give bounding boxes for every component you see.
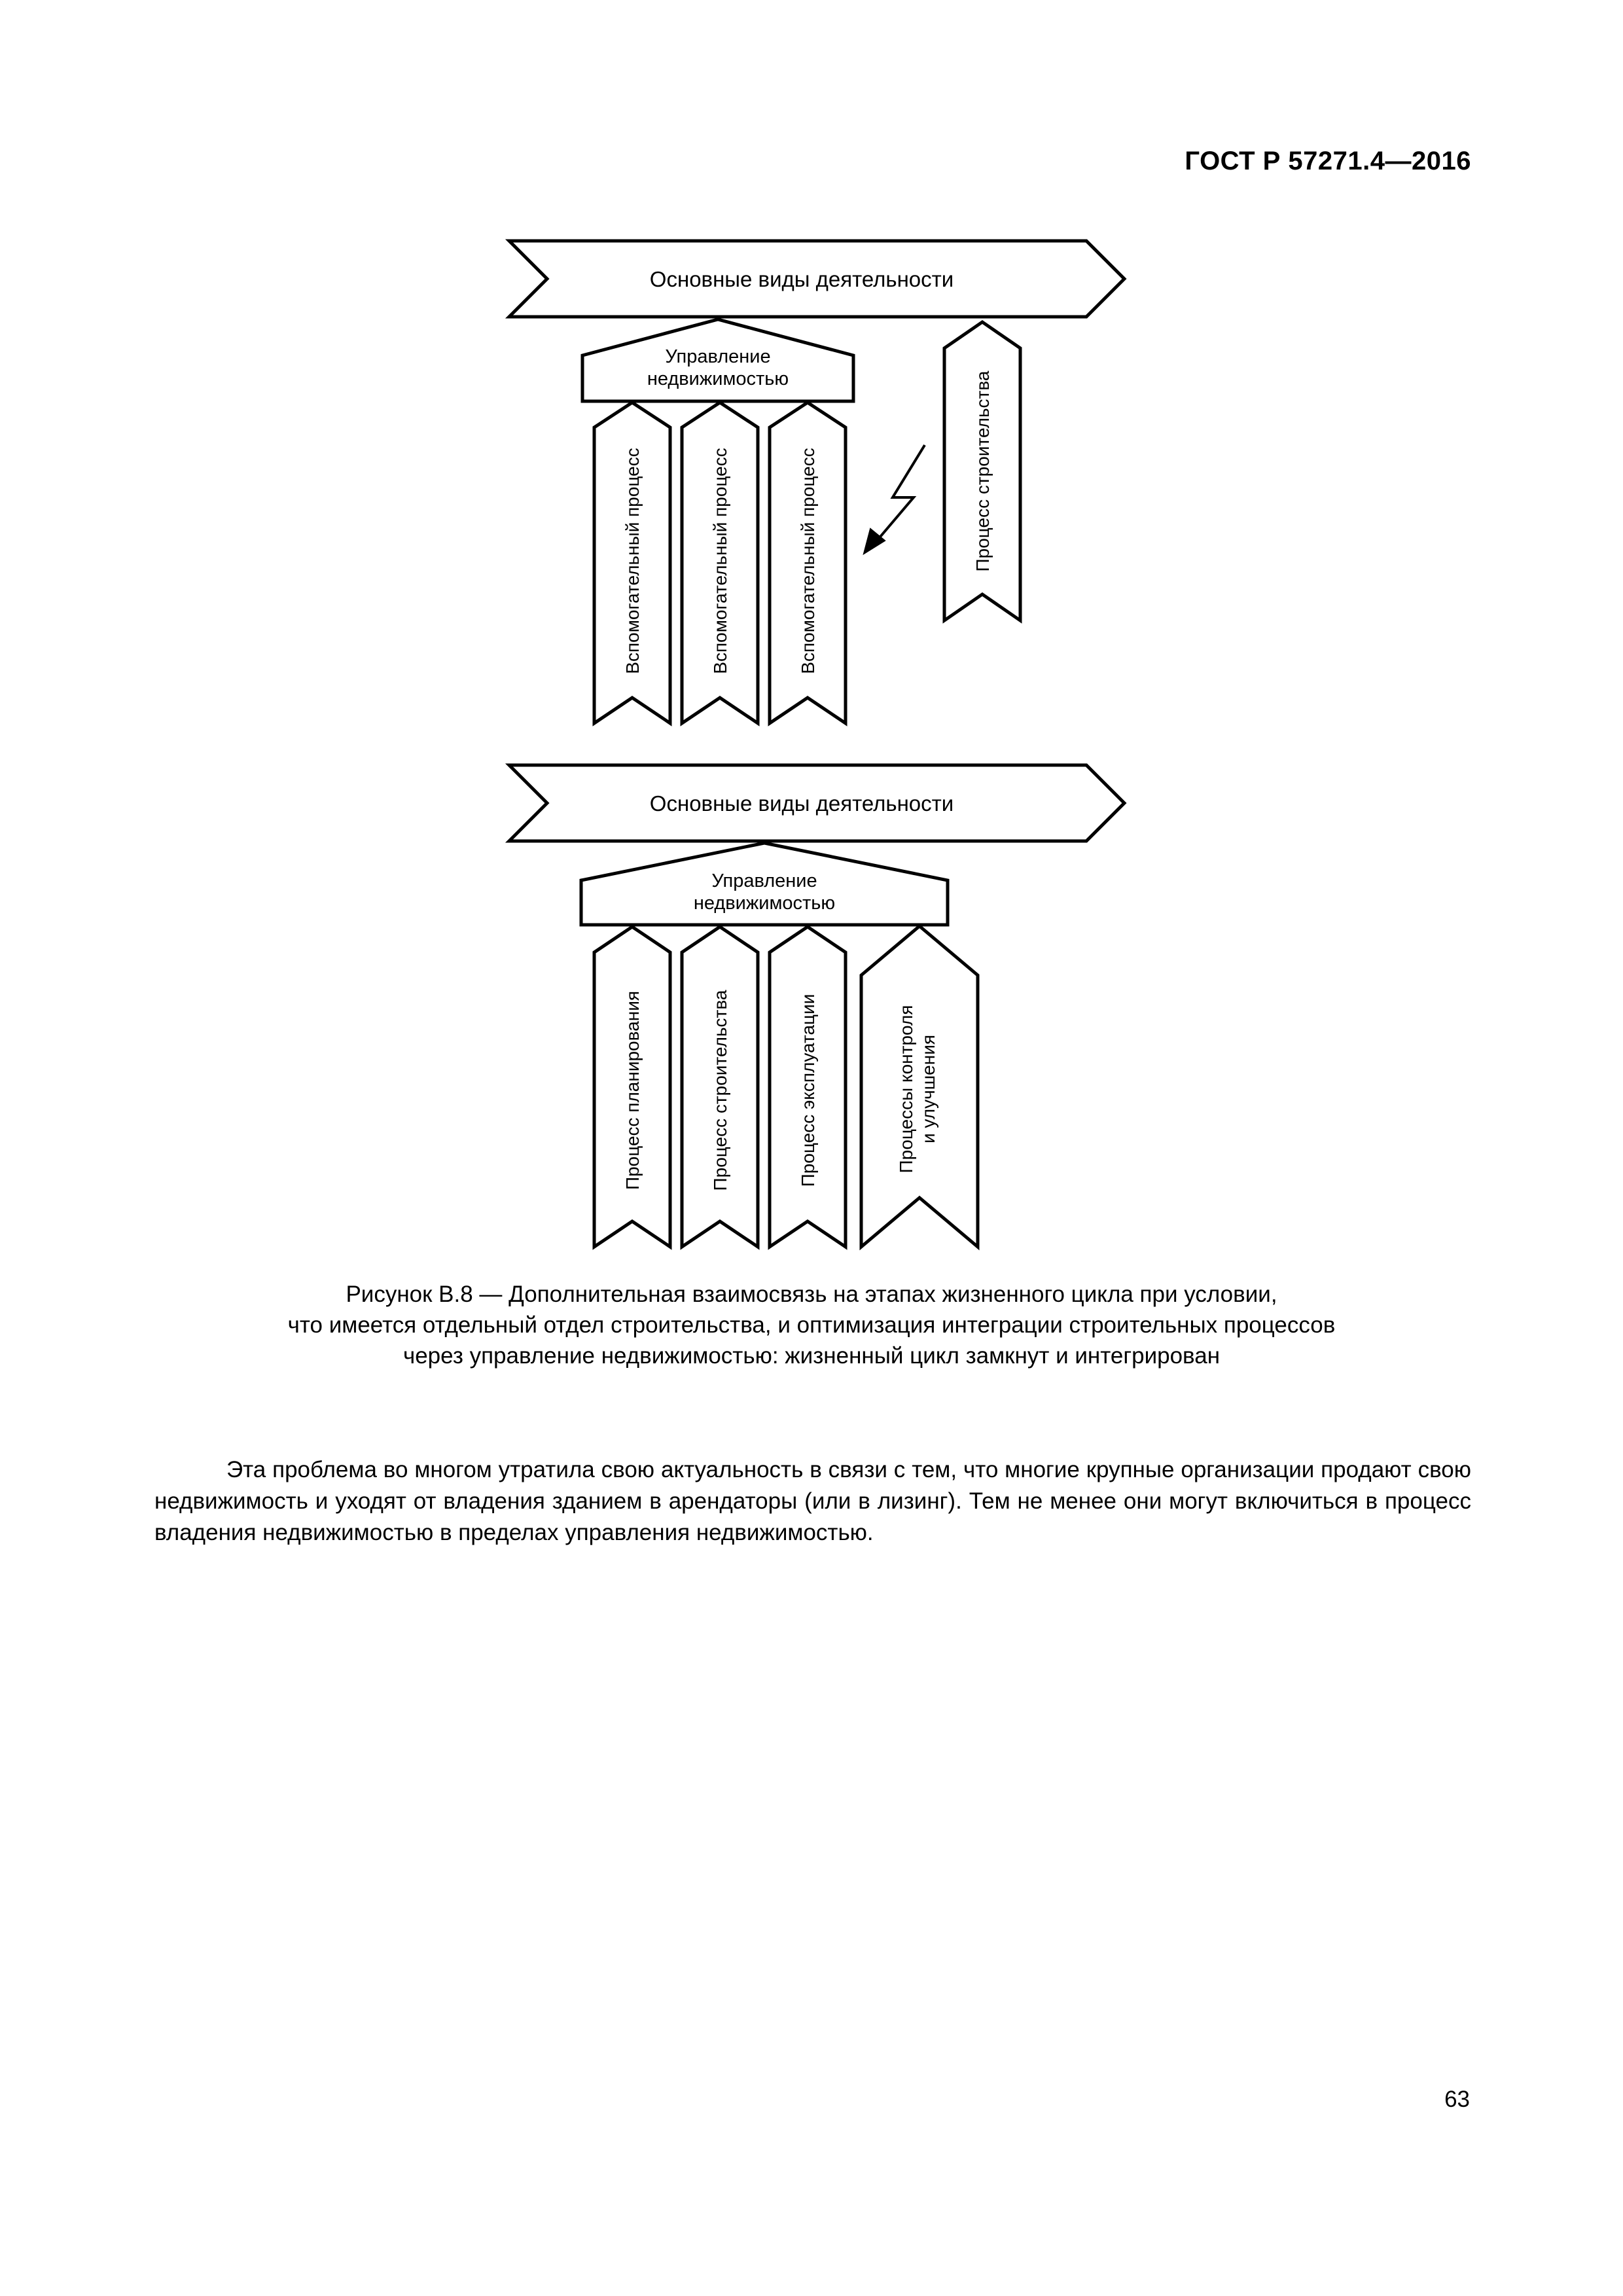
planning-process-label: Процесс планирования (622, 990, 643, 1191)
figure-caption (131, 1279, 1492, 1371)
page-number: 63 (1444, 2087, 1470, 2112)
caption-line-3: через управление недвижимостью: жизненный цикл замкнут и интегрирован (402, 1343, 1221, 1369)
facility-management-label-bottom-2: недвижимостью (693, 893, 836, 914)
support-process-label-1: Вспомогательный процесс (622, 448, 643, 674)
facility-management-label-bottom-1: Управление (711, 870, 817, 891)
support-process-label-3: Вспомогательный процесс (798, 448, 818, 674)
body-paragraph: Эта проблема во многом утратила свою актуальность в связи с тем, что многие крупные организации продают свою недвижимость и уходят от владения зданием в арендаторы (или в лизинг). Тем не менее они могут включиться в процесс владения недвижимостью в пределах управления недвижимостью. (154, 1457, 1471, 1545)
support-process-label-2: Вспомогательный процесс (710, 448, 730, 674)
control-process-label-2: и улучшения (918, 1034, 938, 1144)
construction-process-label-top: Процесс строительства (972, 370, 993, 572)
control-process-label-1: Процессы контроля (896, 1005, 916, 1174)
document-code: ГОСТ Р 57271.4—2016 (1185, 147, 1471, 175)
lightning-bolt-icon (864, 445, 925, 554)
facility-management-label-top-1: Управление (665, 346, 771, 367)
caption-line-1: Рисунок В.8 — Дополнительная взаимосвязь на этапах жизненного цикла при условии, (346, 1282, 1277, 1307)
core-activities-label-top: Основные виды деятельности (649, 267, 954, 291)
construction-process-label-bottom: Процесс строительства (710, 990, 730, 1191)
caption-line-2: что имеется отдельный отдел строительства, и оптимизация интеграции строительных процессов (287, 1312, 1336, 1338)
core-activities-label-bottom: Основные виды деятельности (649, 791, 954, 816)
operation-process-label: Процесс эксплуатации (798, 994, 818, 1187)
facility-management-label-top-2: недвижимостью (647, 368, 789, 389)
